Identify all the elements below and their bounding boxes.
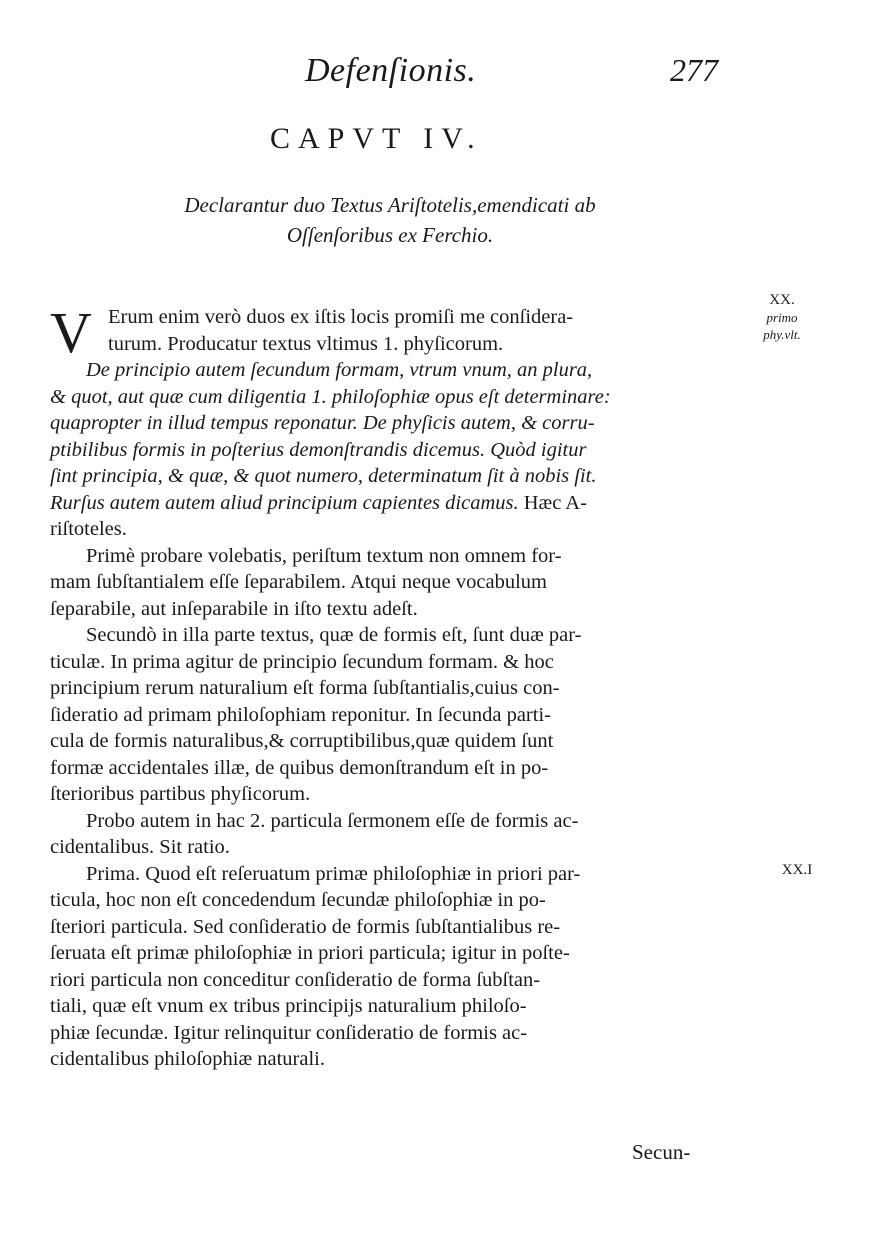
page-number: 277 — [670, 52, 718, 88]
running-head: Defenſionis. — [305, 52, 477, 89]
text-line: Probo autem in hac 2. particula ſermonem eſſe de formis ac- — [86, 809, 579, 832]
quote-line: ptibilibus formis in poſterius demonſtrandis dicemus. Quòd igitur — [50, 438, 587, 461]
quote-text: Rurſus autem autem aliud principium capientes dicamus. — [50, 491, 519, 514]
attribution: Hæc A- — [523, 491, 587, 514]
quote-line: ſint principia, & quæ, & quot numero, determinatum ſit à nobis ſit. — [50, 465, 597, 487]
text-line: tiali, quæ eſt vnum ex tribus principijs naturalium philoſo- — [50, 995, 527, 1017]
drop-cap: V — [50, 300, 92, 365]
text-line: cula de formis naturalibus,& corruptibilibus,quæ quidem ſunt — [50, 730, 554, 752]
margin-note-text: phy.vlt. — [763, 327, 801, 342]
body-text — [50, 300, 740, 1073]
text-line: ticula, hoc non eſt concedendum ſecundæ philoſophiæ in po- — [50, 889, 546, 911]
chapter-summary — [110, 190, 670, 250]
summary-line: Oſſenſoribus ex Ferchio. — [286, 223, 494, 247]
quote-line: quapropter in illud tempus reponatur. De phyſicis autem, & corru- — [50, 412, 595, 434]
paragraph-1 — [50, 300, 740, 365]
quote-line: De principio autem ſecundum formam, vtrum vnum, an plura, — [86, 359, 593, 381]
quote-line: & quot, aut quæ cum diligentia 1. philoſophiæ opus eſt determinare: — [50, 385, 611, 408]
text-line: riori particula non conceditur conſideratio de forma ſubſtan- — [50, 968, 541, 991]
margin-note-number: XX. — [769, 292, 795, 308]
text-line: mam ſubſtantialem eſſe ſeparabilem. Atqui neque vocabulum — [50, 571, 547, 593]
text-line: phiæ ſecundæ. Igitur relinquitur conſideratio de formis ac- — [50, 1021, 528, 1044]
margin-note-1 — [752, 292, 812, 343]
text-line: ſideratio ad primam philoſophiam reponitur. In ſecunda parti- — [50, 703, 551, 726]
text-line: Secundò in illa parte textus, quæ de formis eſt, ſunt duæ par- — [86, 624, 582, 646]
text-line: principium rerum naturalium eſt forma ſubſtantialis,cuius con- — [50, 677, 560, 699]
text-line: ſeparabile, aut inſeparabile in iſto textu adeſt. — [50, 597, 418, 620]
chapter-title: CAPVT IV. — [270, 122, 483, 155]
text-line: formæ accidentales illæ, de quibus demonſtrandum eſt in po- — [50, 756, 549, 779]
text-line: Erum enim verò duos ex iſtis locis promiſi me conſidera- — [108, 306, 574, 328]
text-line: Primè probare volebatis, periſtum textum non omnem for- — [86, 544, 562, 567]
margin-note-2: XX.I — [781, 862, 813, 878]
text-line: riſtoteles. — [50, 518, 127, 540]
text-line: cidentalibus philoſophiæ naturali. — [50, 1048, 325, 1070]
text-line: ticulæ. In prima agitur de principio ſecundum formam. & hoc — [50, 650, 554, 673]
catchword: Secun- — [632, 1140, 691, 1164]
text-line: ſterioribus partibus phyſicorum. — [50, 783, 311, 805]
text-line: ſeruata eſt primæ philoſophiæ in priori particula; igitur in poſte- — [50, 942, 570, 964]
quote-line — [50, 490, 740, 517]
text-line: turum. Producatur textus vltimus 1. phyſicorum. — [108, 332, 504, 355]
text-line: cidentalibus. Sit ratio. — [50, 836, 230, 858]
margin-note-text: primo — [766, 310, 798, 325]
text-line: ſteriori particula. Sed conſideratio de formis ſubſtantialibus re- — [50, 915, 561, 938]
summary-line: Declarantur duo Textus Ariſtotelis,emendicati ab — [184, 193, 596, 217]
text-line: Prima. Quod eſt reſeruatum primæ philoſophiæ in priori par- — [86, 862, 581, 885]
